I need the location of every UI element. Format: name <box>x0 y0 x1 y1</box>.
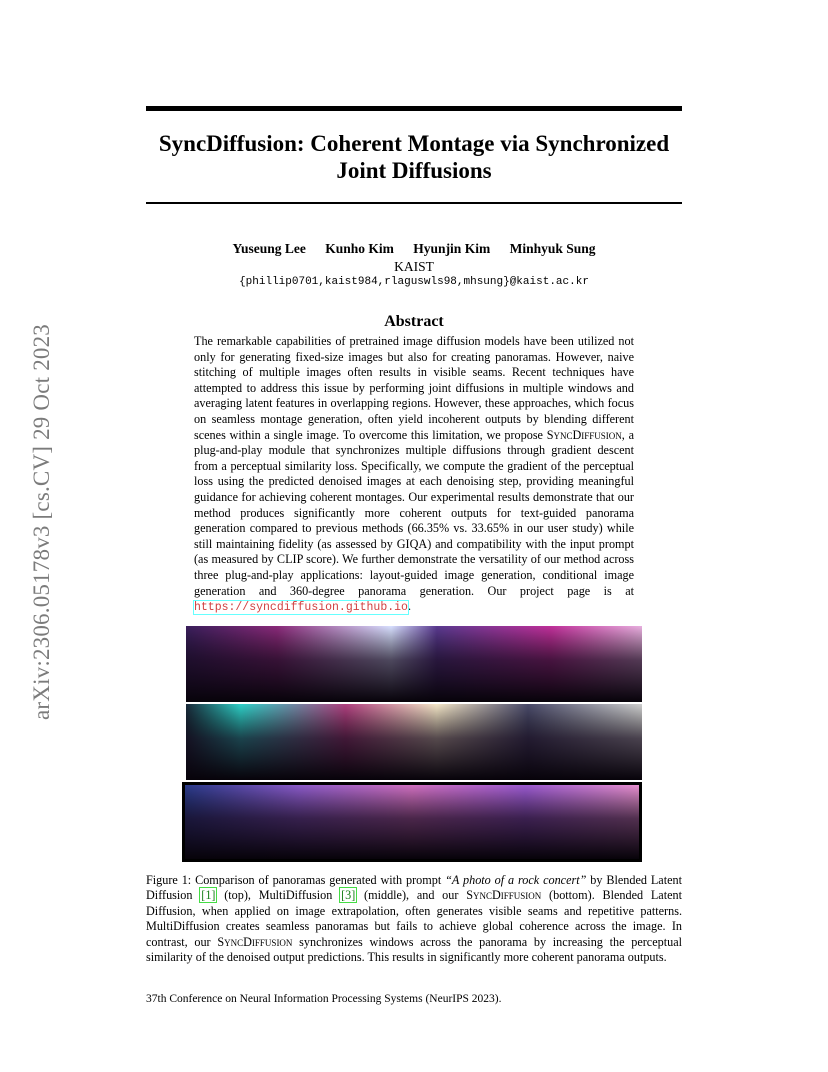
paper-title-line1: SyncDiffusion: Coherent Montage via Synchronized <box>158 131 670 156</box>
citation-link[interactable]: [3] <box>341 888 356 903</box>
method-name: SyncDiffusion <box>217 934 293 949</box>
author-emails: {phillip0701,kaist984,rlaguswls98,mhsung}@kaist.ac.kr <box>239 276 589 288</box>
abstract-text: , a plug-and-play module that synchronizes multiple diffusions through gradient descent from a perceptual similarity loss. Specifically, we compute the gradient of the perceptual loss using the predicted denoised images at each denoising step, providing meaningful guidance for achieving coherent montages. Our experimental results demonstrate that our method produces significantly more coherent outputs for text-guided panorama generation compared to previous methods (66.35% vs. 33.65% in our user study) while still maintaining fidelity (as assessed by GIQA) and compatibility with the input prompt (as measured by CLIP score). We further demonstrate the versatility of our method across three plug-and-play applications: layout-guided image generation, conditional image generation and 360-degree panorama generation. Our project page is at <box>194 427 634 598</box>
panorama-multidiffusion <box>186 704 642 780</box>
panorama-syncdiffusion <box>182 782 642 862</box>
caption-text: (top), MultiDiffusion <box>216 888 341 903</box>
abstract-text: . <box>407 599 411 614</box>
title-bottom-rule <box>146 202 682 204</box>
caption-text: (bottom). Blended Latent Diffusion, when applied on image extrapolation, often generates visible seams and repetitive patterns. MultiDiffusion creates seamless panoramas but fails to achieve global coherence across the image. In contrast, our <box>146 888 682 949</box>
author-name: Kunho Kim <box>325 241 394 256</box>
caption-text: Figure 1: Comparison of panoramas generated with prompt <box>146 873 446 887</box>
author-name: Hyunjin Kim <box>413 241 491 256</box>
citation-link[interactable]: [1] <box>201 888 216 903</box>
caption-text: synchronizes windows across the panorama by increasing the perceptual similarity of the denoised output predictions. This results in significantly more coherent panorama outputs. <box>146 934 682 965</box>
affiliation: KAIST <box>394 259 434 274</box>
caption-text: (middle), and our <box>356 888 467 903</box>
project-page-link[interactable]: https://syncdiffusion.github.io <box>194 601 408 615</box>
paper-title <box>146 130 682 184</box>
method-name: SyncDiffusion <box>546 427 622 442</box>
paper-title-line2: Joint Diffusions <box>336 158 492 183</box>
author-list <box>146 240 682 257</box>
author-name: Minhyuk Sung <box>509 241 596 256</box>
title-top-rule <box>146 106 682 111</box>
conference-footnote: 37th Conference on Neural Information Processing Systems (NeurIPS 2023). <box>146 993 502 1005</box>
abstract-heading: Abstract <box>384 313 444 330</box>
method-name: SyncDiffusion <box>466 888 542 903</box>
caption-prompt: “A photo of a rock concert” <box>445 873 587 887</box>
panorama-blended-latent-diffusion <box>186 626 642 702</box>
author-name: Yuseung Lee <box>232 241 306 256</box>
caption-text: by Blended Latent Diffusion <box>146 873 682 903</box>
abstract-text: The remarkable capabilities of pretrained image diffusion models have been utilized not only for generating fixed-size images but also for creating panoramas. However, naive stitching of multiple images often results in visible seams. Recent techniques have attempted to address this issue by performing joint diffusions in multiple windows and averaging latent features in overlapping regions. However, these approaches, which focus on seamless montage generation, often yield incoherent outputs by blending different scenes within a single image. To overcome this limitation, we propose <box>194 334 634 442</box>
arxiv-identifier: arXiv:2306.05178v3 [cs.CV] 29 Oct 2023 <box>29 324 54 720</box>
abstract-body <box>194 334 634 616</box>
figure-caption <box>146 873 682 965</box>
